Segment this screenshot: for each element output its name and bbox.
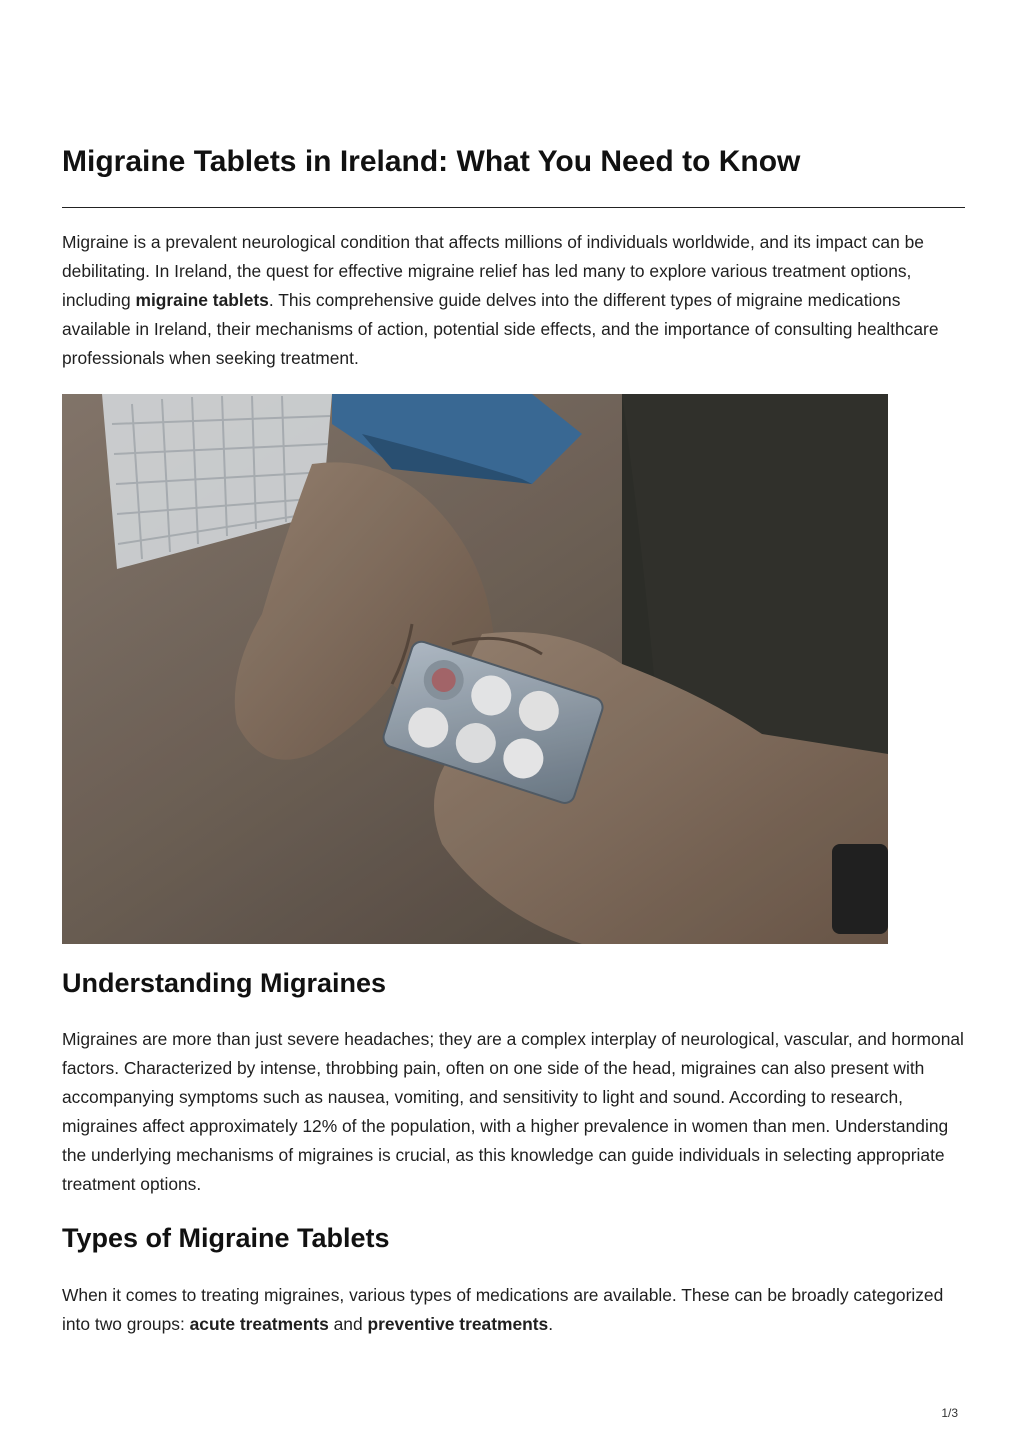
types-text-and: and — [328, 1314, 368, 1334]
heading-understanding-migraines: Understanding Migraines — [62, 968, 387, 998]
intro-bold-migraine-tablets: migraine tablets — [135, 290, 269, 310]
types-text-end: . — [548, 1314, 554, 1334]
paragraph-understanding-migraines: Migraines are more than just severe headaches; they are a complex interplay of neurological, vascular, and hormonal factors. Characterized by intense, throbbing pain, often on one side of the head, migraines can also present with accompanying symptoms such as nausea, vomiting, and sensitivity to light and sound. According to research, migraines affect approximately 12% of the population, with a higher prevalence in women than men. Understanding the underlying mechanisms of migraines is crucial, as this knowledge can guide individuals in selecting appropriate treatment options. — [62, 1029, 964, 1194]
page-title: Migraine Tablets in Ireland: What You Need to Know — [62, 145, 801, 178]
paragraph-types-of-migraine-tablets — [62, 1281, 965, 1339]
page-number: 1/3 — [941, 1406, 958, 1420]
intro-paragraph — [62, 228, 965, 373]
title-divider — [62, 207, 965, 208]
hands-pill-blister-photo — [62, 394, 888, 944]
intro-text-start: Migraine is a prevalent neurological condition that affects millions of individuals worldwide, and its impact can be debilitating. In Ireland, the quest for effective migraine relief has led many to explore various treatment options, including — [62, 232, 924, 310]
bold-acute-treatments: acute treatments — [189, 1314, 329, 1334]
intro-text-end: . This comprehensive guide delves into the different types of migraine medications available in Ireland, their mechanisms of action, potential side effects, and the importance of consulting healthcare professionals when seeking treatment. — [62, 290, 939, 368]
heading-types-of-migraine-tablets: Types of Migraine Tablets — [62, 1223, 390, 1253]
types-text-start: When it comes to treating migraines, various types of medications are available. These can be broadly categorized into two groups: — [62, 1285, 944, 1334]
bold-preventive-treatments: preventive treatments — [367, 1314, 549, 1334]
